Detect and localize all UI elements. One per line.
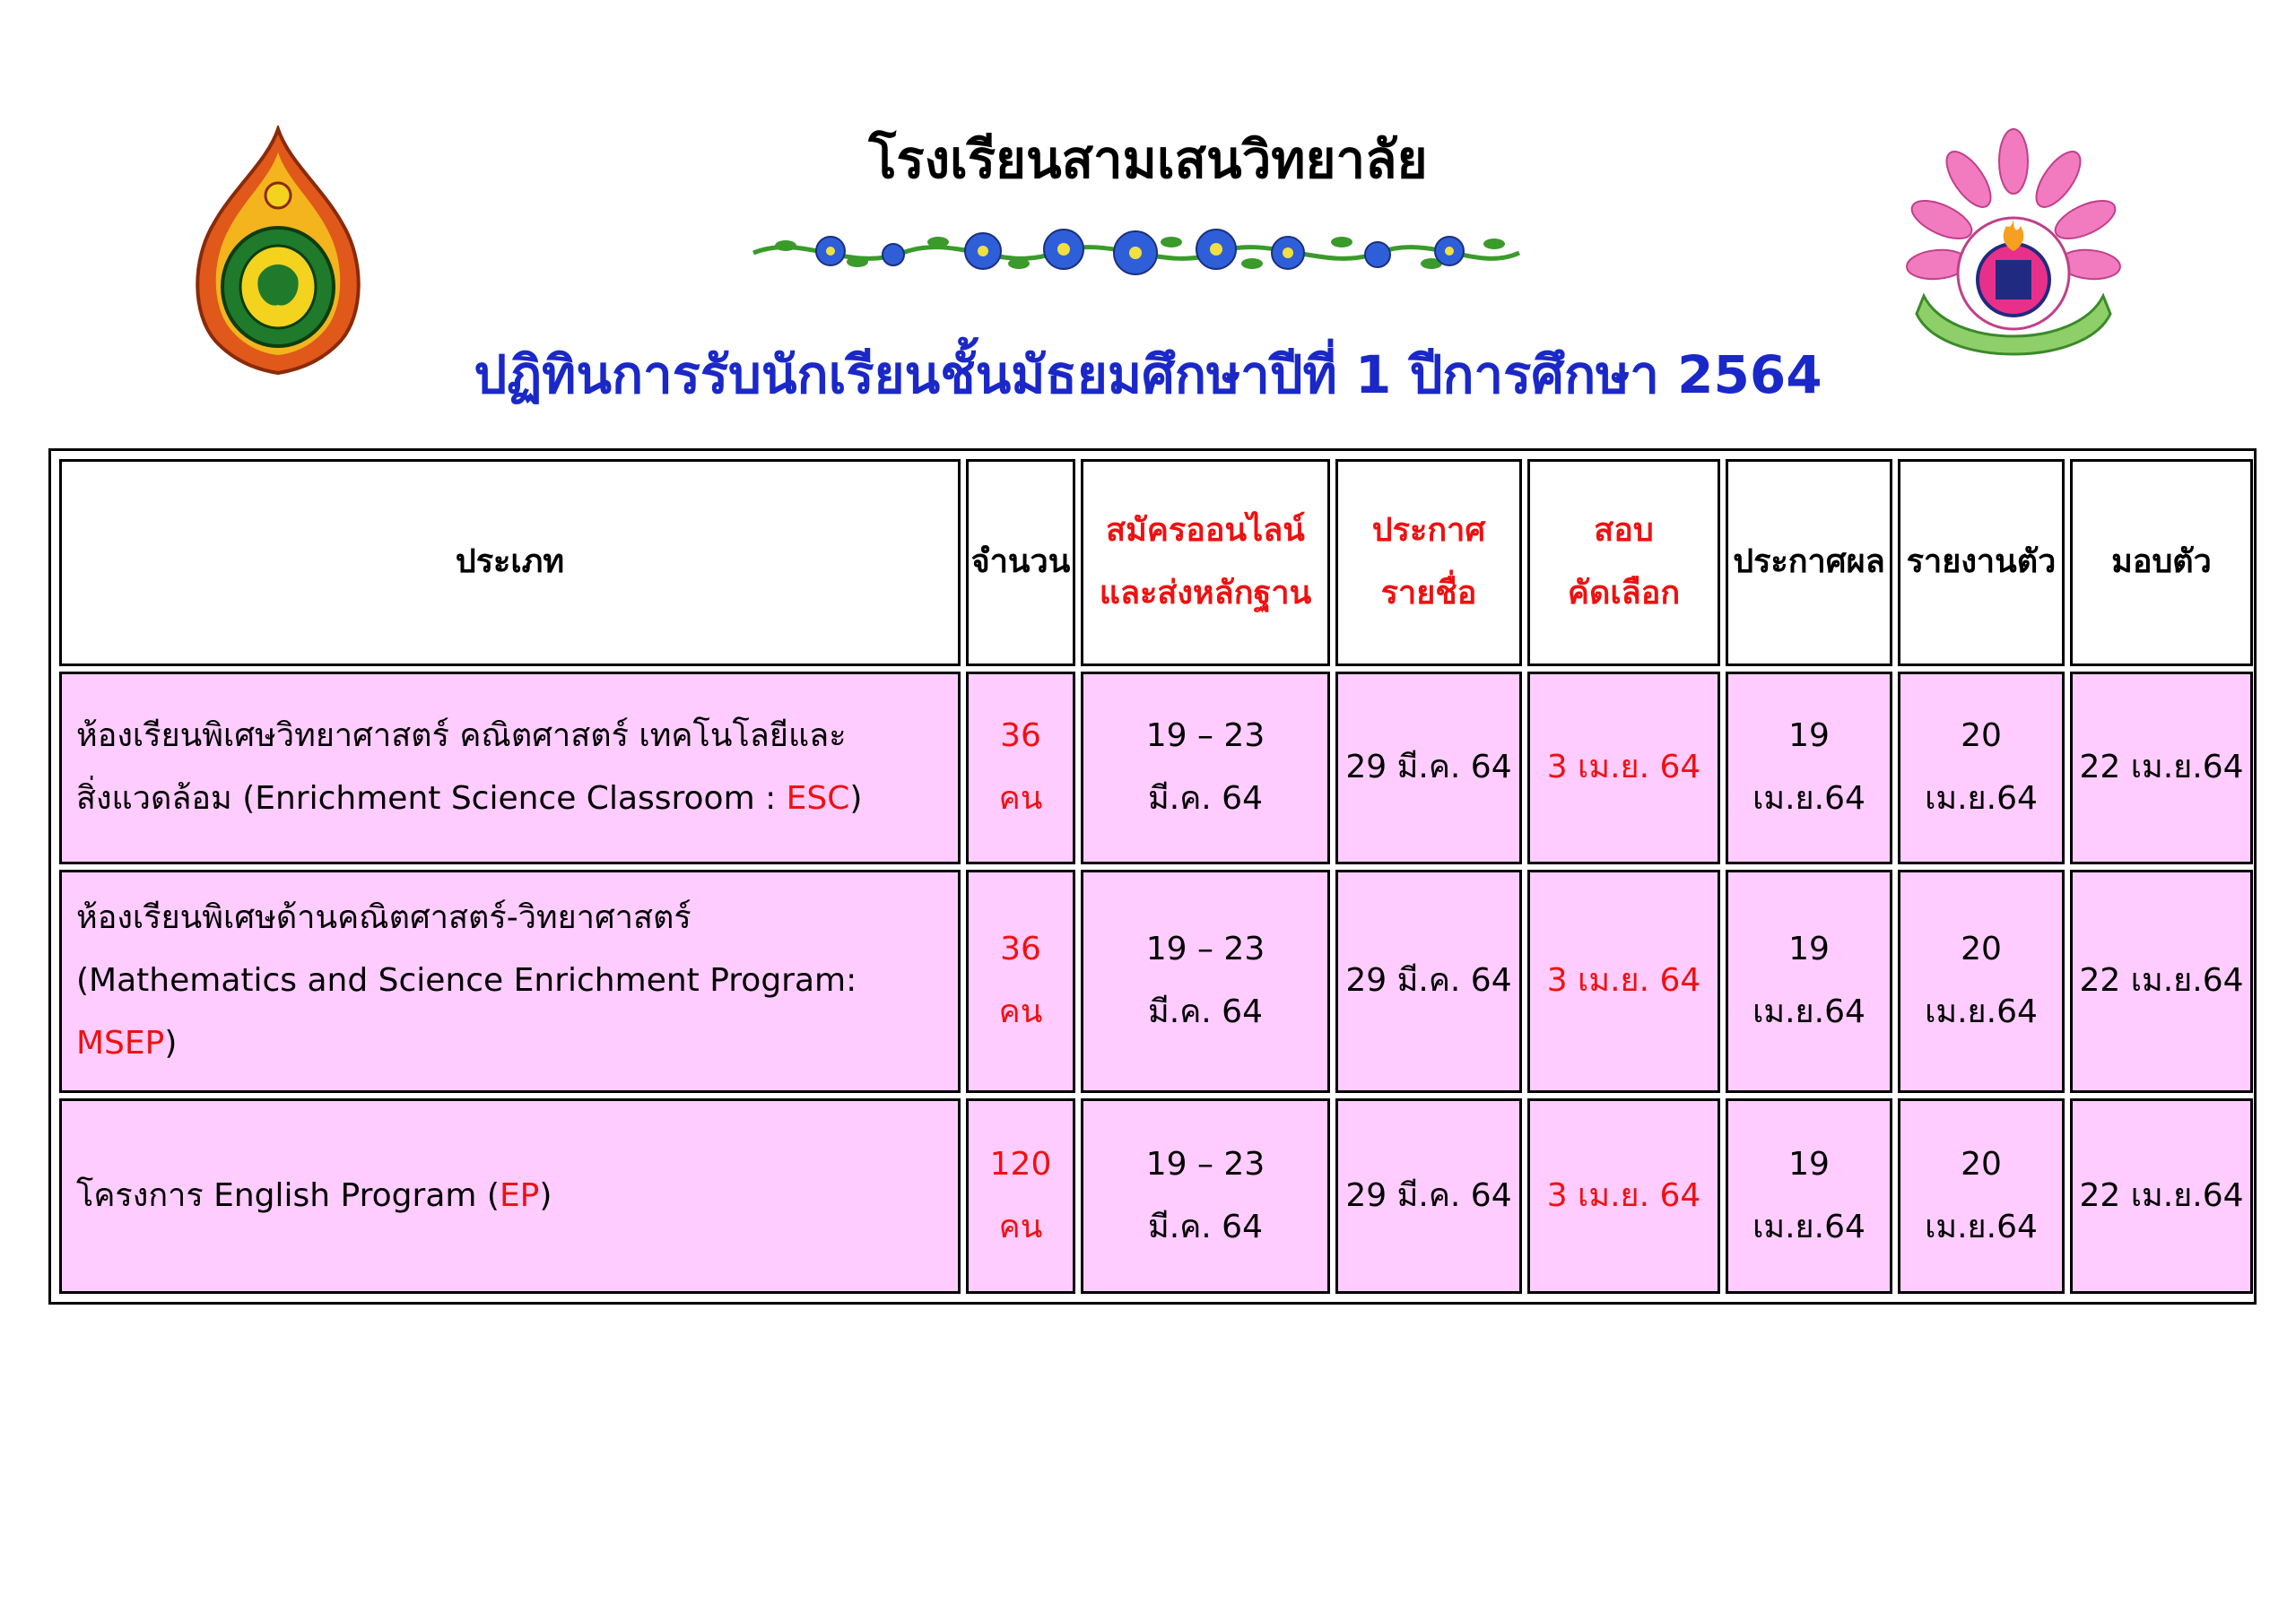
header-count: จำนวน: [966, 459, 1075, 666]
count-cell: 36 คน: [966, 870, 1075, 1093]
schedule-table-frame: [48, 448, 2257, 1305]
exam-date-cell: 3 เม.ย. 64: [1527, 672, 1720, 864]
header-exam: สอบ คัดเลือก: [1527, 459, 1720, 666]
header-type: ประเภท: [59, 459, 961, 666]
result-date-cell: 19 เม.ย.64: [1726, 1098, 1892, 1295]
page-title: ปฏิทินการรับนักเรียนชั้นมัธยมศึกษาปีที่ 1 ปีการศึกษา 2564: [474, 344, 1822, 405]
flower-vine-icon: [750, 215, 1523, 291]
announce-date-cell: 29 มี.ค. 64: [1335, 672, 1522, 864]
result-date-cell: 19 เม.ย.64: [1726, 672, 1892, 864]
count-cell: 120 คน: [966, 1098, 1075, 1295]
school-name: โรงเรียนสามเสนวิทยาลัย: [868, 129, 1428, 190]
header-announce: ประกาศ รายชื่อ: [1335, 459, 1522, 666]
header-enroll: มอบตัว: [2070, 459, 2253, 666]
report-date-cell: 20 เม.ย.64: [1898, 1098, 2065, 1295]
report-date-cell: 20 เม.ย.64: [1898, 672, 2065, 864]
apply-date-cell: 19 – 23 มี.ค. 64: [1081, 1098, 1330, 1295]
enroll-date-cell: 22 เม.ย.64: [2070, 870, 2253, 1093]
header-apply: สมัครออนไลน์ และส่งหลักฐาน: [1081, 459, 1330, 666]
apply-date-cell: 19 – 23 มี.ค. 64: [1081, 672, 1330, 864]
result-date-cell: 19 เม.ย.64: [1726, 870, 1892, 1093]
admission-schedule-table: [54, 454, 2258, 1299]
report-date-cell: 20 เม.ย.64: [1898, 870, 2065, 1093]
program-type-cell: ห้องเรียนพิเศษด้านคณิตศาสตร์-วิทยาศาสตร์ (Mathematics and Science Enrichment Program: MSEP): [59, 870, 961, 1093]
table-header-row: [59, 459, 2253, 666]
enroll-date-cell: 22 เม.ย.64: [2070, 1098, 2253, 1295]
program-type-cell: โครงการ English Program (EP): [59, 1098, 961, 1295]
table-row: [59, 870, 2253, 1093]
count-cell: 36 คน: [966, 672, 1075, 864]
enroll-date-cell: 22 เม.ย.64: [2070, 672, 2253, 864]
program-type-cell: ห้องเรียนพิเศษวิทยาศาสตร์ คณิตศาสตร์ เทคโนโลยีและ สิ่งแวดล้อม (Enrichment Science Classroom : ESC): [59, 672, 961, 864]
exam-date-cell: 3 เม.ย. 64: [1527, 1098, 1720, 1295]
exam-date-cell: 3 เม.ย. 64: [1527, 870, 1720, 1093]
apply-date-cell: 19 – 23 มี.ค. 64: [1081, 870, 1330, 1093]
header-result: ประกาศผล: [1726, 459, 1892, 666]
announce-date-cell: 29 มี.ค. 64: [1335, 870, 1522, 1093]
header-report: รายงานตัว: [1898, 459, 2065, 666]
table-row: [59, 1098, 2253, 1295]
table-row: [59, 672, 2253, 864]
announce-date-cell: 29 มี.ค. 64: [1335, 1098, 1522, 1295]
